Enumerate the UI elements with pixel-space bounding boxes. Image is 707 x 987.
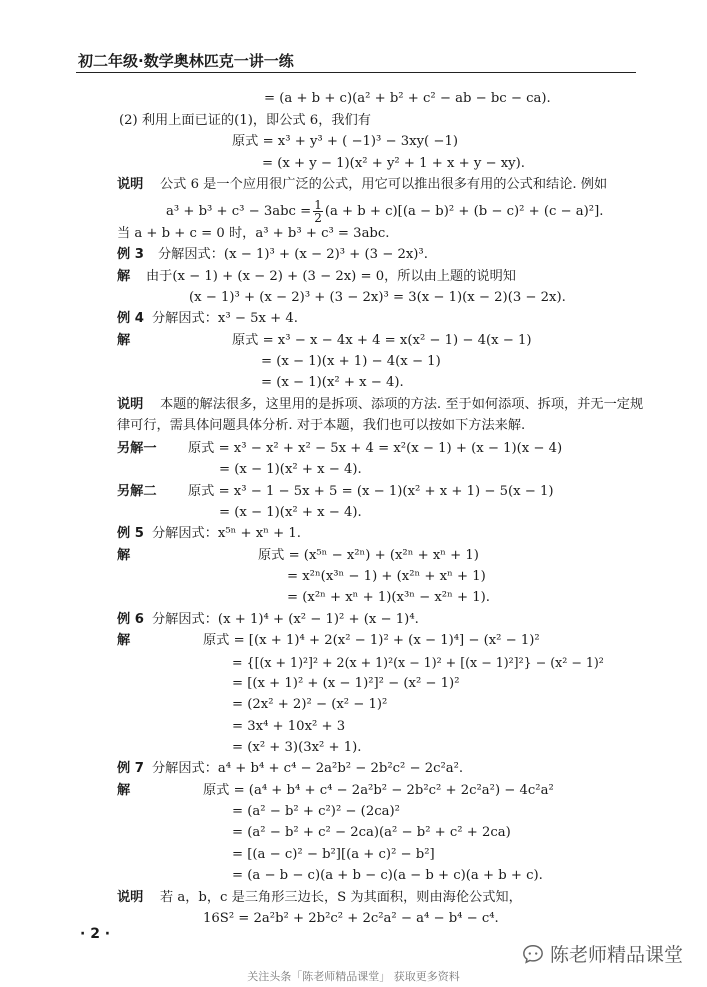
- text-line: = (a² − b² + c² − 2ca)(a² − b² + c² + 2ca): [232, 825, 511, 840]
- label-example: 例 6: [117, 612, 144, 627]
- text-line: 原式 = (x⁵ⁿ − x²ⁿ) + (x²ⁿ + xⁿ + 1): [258, 548, 479, 563]
- page-number: · 2 ·: [80, 926, 111, 942]
- running-header: 初二年级·数学奥林匹克一讲一练: [78, 52, 294, 70]
- label-example: 例 5: [117, 526, 144, 541]
- text-line: 原式 = [(x + 1)⁴ + 2(x² − 1)² + (x − 1)⁴] − (x² − 1)²: [203, 633, 540, 648]
- label-solution: 解: [117, 633, 131, 648]
- text-line: 分解因式：(x + 1)⁴ + (x² − 1)² + (x − 1)⁴.: [152, 612, 419, 627]
- text-line: 原式 = (a⁴ + b⁴ + c⁴ − 2a²b² − 2b²c² + 2c²a²) − 4c²a²: [203, 783, 554, 798]
- text-line: 原式 = x³ − 1 − 5x + 5 = (x − 1)(x² + x + 1) − 5(x − 1): [188, 484, 554, 499]
- text-line: 本题的解法很多，这里用的是拆项、添项的方法. 至于如何添项、拆项，并无一定规: [160, 397, 644, 412]
- text-line: 分解因式：(x − 1)³ + (x − 2)³ + (3 − 2x)³.: [158, 247, 428, 262]
- label-remark: 说明: [117, 890, 144, 905]
- watermark: 陈老师精品课堂: [522, 940, 683, 967]
- label-solution: 解: [117, 269, 131, 284]
- text-line: = 3x⁴ + 10x² + 3: [232, 719, 346, 734]
- text-line: (x − 1)³ + (x − 2)³ + (3 − 2x)³ = 3(x − 1)(x − 2)(3 − 2x).: [189, 290, 566, 305]
- text-line: 分解因式：x⁵ⁿ + xⁿ + 1.: [152, 526, 301, 541]
- text-line: = (x − 1)(x + 1) − 4(x − 1): [261, 354, 441, 369]
- chat-bubble-icon: [522, 943, 544, 965]
- text-line: 16S² = 2a²b² + 2b²c² + 2c²a² − a⁴ − b⁴ − c⁴.: [203, 911, 499, 926]
- text-line: = (x² + 3)(3x² + 1).: [232, 740, 362, 755]
- text-line: = (x − 1)(x² + x − 4).: [219, 505, 362, 520]
- text-line: 分解因式：x³ − 5x + 4.: [152, 311, 298, 326]
- label-example: 例 4: [117, 311, 144, 326]
- text-line: = (a² − b² + c²)² − (2ca)²: [232, 804, 400, 819]
- text-line: = (x²ⁿ + xⁿ + 1)(x³ⁿ − x²ⁿ + 1).: [287, 590, 490, 605]
- text-line: = (x − 1)(x² + x − 4).: [261, 375, 404, 390]
- text-line: = (2x² + 2)² − (x² − 1)²: [232, 697, 388, 712]
- label-solution: 解: [117, 783, 131, 798]
- text-line: (2) 利用上面已证的(1)，即公式 6，我们有: [119, 113, 371, 128]
- label-example: 例 7: [117, 761, 144, 776]
- text-line: 当 a + b + c = 0 时，a³ + b³ + c³ = 3abc.: [117, 226, 390, 241]
- text-line: 原式 = x³ + y³ + ( −1)³ − 3xy( −1): [232, 134, 458, 149]
- label-remark: 说明: [117, 397, 144, 412]
- text-line: 原式 = x³ − x² + x² − 5x + 4 = x²(x − 1) + (x − 1)(x − 4): [188, 441, 563, 456]
- text-line: = (x + y − 1)(x² + y² + 1 + x + y − xy).: [262, 156, 525, 171]
- formula-line: a³ + b³ + c³ − 3abc = $\frac{1}{2}$ (a + b + c)[(a − b)² + (b − c)² + (c − a)²].: [166, 198, 604, 225]
- text-line: = {[(x + 1)²]² + 2(x + 1)²(x − 1)² + [(x − 1)²]²} − (x² − 1)²: [232, 655, 604, 670]
- text-line: 公式 6 是一个应用很广泛的公式，用它可以推出很多有用的公式和结论. 例如: [160, 177, 608, 192]
- label-alt-solution: 另解一: [117, 441, 157, 456]
- text-line: 原式 = x³ − x − 4x + 4 = x(x² − 1) − 4(x − 1): [232, 333, 532, 348]
- label-solution: 解: [117, 548, 131, 563]
- label-alt-solution: 另解二: [117, 484, 157, 499]
- label-remark: 说明: [117, 177, 144, 192]
- text-line: = (x − 1)(x² + x − 4).: [219, 462, 362, 477]
- text-line: 若 a，b，c 是三角形三边长，S 为其面积，则由海伦公式知，: [160, 890, 522, 905]
- text-line: = [(x + 1)² + (x − 1)²]² − (x² − 1)²: [232, 676, 460, 691]
- footer-note: 关注头条「陈老师精品课堂」 获取更多资料: [247, 970, 460, 983]
- text-line: = x²ⁿ(x³ⁿ − 1) + (x²ⁿ + xⁿ + 1): [287, 569, 486, 584]
- fraction: $\frac{1}{2}$: [314, 198, 322, 225]
- label-solution: 解: [117, 333, 131, 348]
- text-line: 由于(x − 1) + (x − 2) + (3 − 2x) = 0，所以由上题的说明知: [146, 269, 516, 284]
- header-rule: [76, 72, 636, 73]
- text-line: 律可行，需具体问题具体分析. 对于本题，我们也可以按如下方法来解.: [117, 418, 526, 433]
- text-line: = (a + b + c)(a² + b² + c² − ab − bc − ca).: [264, 91, 551, 106]
- text-line: = [(a − c)² − b²][(a + c)² − b²]: [232, 847, 435, 862]
- text-line: 分解因式：a⁴ + b⁴ + c⁴ − 2a²b² − 2b²c² − 2c²a².: [152, 761, 464, 776]
- text-line: = (a − b − c)(a + b − c)(a − b + c)(a + b + c).: [232, 868, 543, 883]
- label-example: 例 3: [117, 247, 144, 262]
